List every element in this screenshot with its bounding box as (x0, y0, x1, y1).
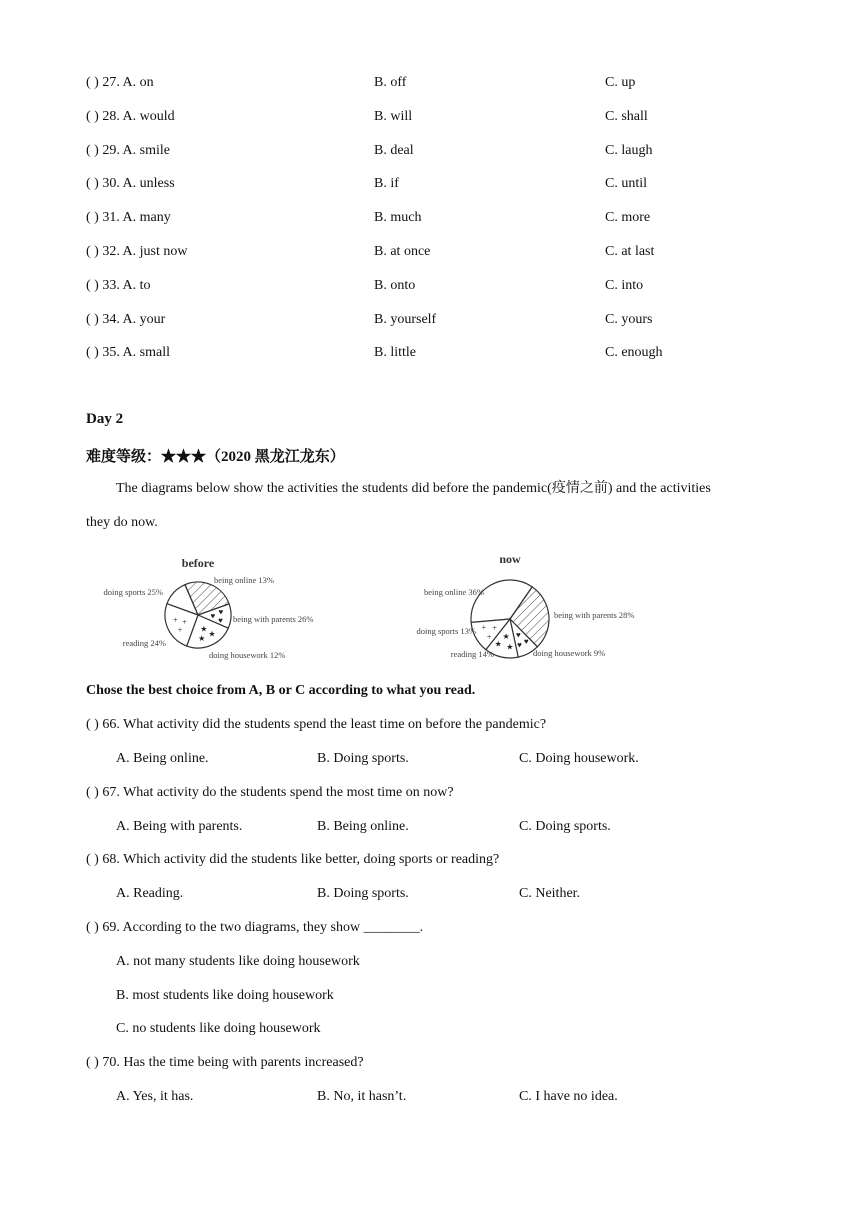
pie-label: doing housework 12% (209, 650, 286, 660)
pie-label: doing housework 9% (533, 648, 606, 658)
intro-line-2: they do now. (86, 515, 158, 530)
q68-option-b: B. Doing sports. (317, 886, 409, 901)
q67-option-b: B. Being online. (317, 819, 409, 834)
slice-decoration: ♥ (523, 636, 529, 646)
pie-label: being with parents 28% (554, 610, 635, 620)
pie-chart-now (417, 552, 635, 659)
pie-label: reading 14% (450, 649, 494, 659)
option-c: C. at last (605, 244, 655, 259)
question-67: ( ) 67. What activity do the students spend the most time on now? (86, 785, 454, 800)
pie-label: reading 24% (122, 638, 166, 648)
pie-label: being online 36% (424, 587, 484, 597)
day-title: Day 2 (86, 411, 124, 427)
pie-chart-before (104, 556, 314, 660)
option-b: B. much (374, 210, 422, 225)
option-b: B. yourself (374, 312, 437, 327)
difficulty-line: 难度等级：★★★（2020 黑龙江龙东） (86, 449, 345, 465)
q66-option-b: B. Doing sports. (317, 751, 409, 766)
pie-title: now (499, 552, 521, 566)
question-68: ( ) 68. Which activity did the students like better, doing sports or reading? (86, 852, 500, 867)
q68-option-c: C. Neither. (519, 886, 581, 901)
question-69: ( ) 69. According to the two diagrams, they show ________. (86, 920, 424, 935)
slice-decoration: ★ (506, 642, 514, 652)
slice-decoration: ♥ (210, 611, 216, 621)
option-b: B. onto (374, 278, 416, 293)
question-number: ( ) 28. A. would (86, 109, 175, 124)
pie-label: doing sports 25% (103, 587, 163, 597)
pie-title: before (181, 556, 215, 570)
option-c: C. laugh (605, 143, 653, 158)
question-row-28 (86, 107, 786, 127)
option-b: B. if (374, 176, 399, 191)
option-c: C. more (605, 210, 651, 225)
slice-decoration: ♥ (515, 630, 521, 640)
slice-decoration: ♥ (218, 616, 223, 626)
slice-decoration: + (481, 622, 487, 632)
option-b: B. off (374, 75, 407, 90)
q70-option-c: C. I have no idea. (519, 1089, 618, 1104)
question-number: ( ) 30. A. unless (86, 176, 175, 191)
question-row-30 (86, 174, 786, 194)
question-number: ( ) 33. A. to (86, 278, 151, 293)
option-c: C. enough (605, 345, 663, 360)
slice-decoration: ♥ (517, 640, 522, 650)
slice-decoration: + (173, 615, 178, 625)
question-row-35 (86, 343, 786, 363)
question-row-32 (86, 242, 786, 262)
q70-option-b: B. No, it hasn’t. (317, 1089, 407, 1104)
question-number: ( ) 32. A. just now (86, 244, 188, 259)
option-b: B. little (374, 345, 416, 360)
instruction: Chose the best choice from A, B or C according to what you read. (86, 683, 476, 698)
option-c: C. into (605, 278, 644, 293)
option-b: B. deal (374, 143, 414, 158)
question-row-29 (86, 141, 786, 161)
question-row-34 (86, 310, 786, 330)
question-number: ( ) 29. A. smile (86, 143, 170, 158)
option-b: B. will (374, 109, 413, 124)
q70-option-a: A. Yes, it has. (116, 1089, 194, 1104)
question-number: ( ) 35. A. small (86, 345, 170, 360)
question-number: ( ) 31. A. many (86, 210, 171, 225)
q69-option-a: A. not many students like doing housework (116, 954, 360, 969)
q66-option-a: A. Being online. (116, 751, 209, 766)
pie-label: doing sports 13% (416, 626, 476, 636)
slice-decoration: ♥ (218, 607, 224, 617)
question-row-31 (86, 208, 786, 228)
q66-option-c: C. Doing housework. (519, 751, 639, 766)
q67-option-c: C. Doing sports. (519, 819, 611, 834)
question-66: ( ) 66. What activity did the students spend the least time on before the pandemic? (86, 717, 547, 732)
slice-decoration: ★ (494, 639, 502, 649)
slice-decoration: ★ (502, 632, 510, 642)
question-70: ( ) 70. Has the time being with parents increased? (86, 1055, 364, 1070)
q69-option-b: B. most students like doing housework (116, 988, 334, 1003)
slice-decoration: + (182, 617, 187, 627)
question-number: ( ) 27. A. on (86, 75, 154, 90)
pie-charts (86, 548, 666, 668)
question-row-33 (86, 276, 786, 296)
option-b: B. at once (374, 244, 431, 259)
pie-label: being with parents 26% (233, 614, 314, 624)
slice-decoration: ★ (200, 624, 208, 634)
slice-decoration: + (486, 632, 492, 642)
option-c: C. shall (605, 109, 648, 124)
slice-decoration: ★ (208, 629, 216, 639)
slice-decoration: + (492, 623, 497, 633)
question-number: ( ) 34. A. your (86, 312, 166, 327)
question-row-27 (86, 73, 786, 93)
option-c: C. yours (605, 312, 653, 327)
slice-decoration: + (177, 625, 183, 635)
intro-line-1: The diagrams below show the activities the students did before the pandemic(疫情之前) and the activities (116, 481, 711, 496)
option-c: C. until (605, 176, 648, 191)
q67-option-a: A. Being with parents. (116, 819, 243, 834)
q69-option-c: C. no students like doing housework (116, 1021, 321, 1036)
pie-label: being online 13% (214, 575, 274, 585)
slice-decoration: ★ (198, 633, 206, 643)
q68-option-a: A. Reading. (116, 886, 184, 901)
option-c: C. up (605, 75, 636, 90)
